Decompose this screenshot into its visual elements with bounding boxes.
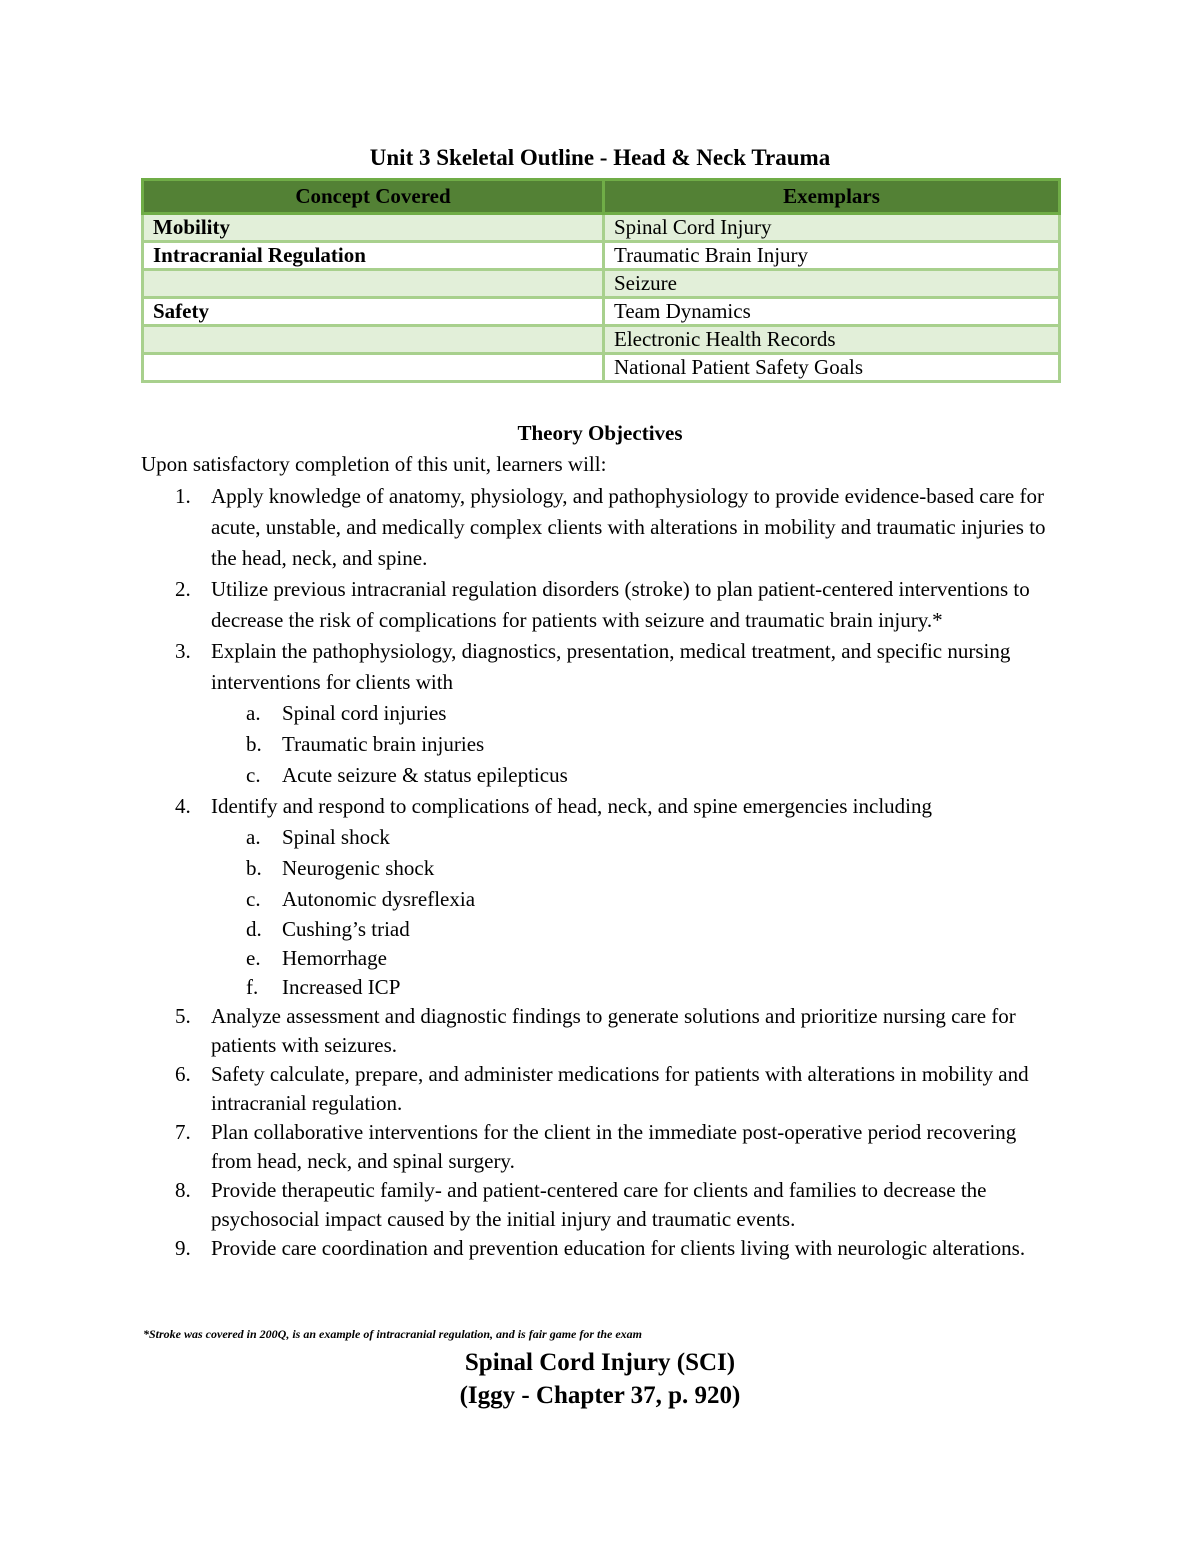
- objective-item: [141, 1060, 1061, 1118]
- sub-item-letter: c.: [246, 887, 261, 911]
- concept-cell: [143, 270, 604, 298]
- objectives-list: [141, 481, 1061, 1263]
- table-row: [143, 270, 1060, 298]
- exemplar-cell: Spinal Cord Injury: [604, 214, 1060, 242]
- sub-item: [141, 884, 1061, 915]
- sub-item-letter: a.: [246, 701, 261, 725]
- sub-item-text: Hemorrhage: [282, 946, 387, 970]
- concept-cell: Mobility: [143, 214, 604, 242]
- sub-item-letter: c.: [246, 763, 261, 787]
- sub-item-text: Acute seizure & status epilepticus: [282, 763, 568, 787]
- sub-item: [141, 915, 1061, 944]
- objective-item: [141, 791, 1061, 822]
- objective-number: 3.: [175, 639, 191, 663]
- table-row: [143, 354, 1060, 382]
- objective-number: 4.: [175, 794, 191, 818]
- sub-item-letter: b.: [246, 856, 262, 880]
- sub-item-text: Traumatic brain injuries: [282, 732, 485, 756]
- concept-cell: Safety: [143, 298, 604, 326]
- page-title: Unit 3 Skeletal Outline - Head & Neck Trauma: [369, 145, 831, 170]
- sub-item: [141, 698, 1061, 729]
- sub-item: [141, 853, 1061, 884]
- objective-item: [141, 1118, 1061, 1176]
- sub-item-text: Autonomic dysreflexia: [282, 887, 476, 911]
- sub-item-letter: f.: [246, 975, 259, 999]
- exemplar-cell: Seizure: [604, 270, 1060, 298]
- table-row: [143, 326, 1060, 354]
- header-concept-covered: Concept Covered: [143, 180, 604, 214]
- objective-text: Plan collaborative interventions for the client in the immediate post-operative period recovering from head, neck, and spinal surgery.: [211, 1120, 1017, 1173]
- objective-text: Utilize previous intracranial regulation disorders (stroke) to plan patient-centered interventions to decrease the risk of complications for patients with seizure and traumatic brain injury.*: [211, 577, 1030, 632]
- objective-number: 5.: [175, 1004, 191, 1028]
- sub-item-letter: e.: [246, 946, 261, 970]
- objective-item: [141, 1002, 1061, 1060]
- objective-text: Identify and respond to complications of head, neck, and spine emergencies including: [211, 794, 932, 818]
- concept-cell: Intracranial Regulation: [143, 242, 604, 270]
- footnote: *Stroke was covered in 200Q, is an example of intracranial regulation, and is fair game for the exam: [143, 1327, 643, 1341]
- objective-number: 2.: [175, 577, 191, 601]
- objective-text: Provide therapeutic family- and patient-centered care for clients and families to decrease the psychosocial impact caused by the initial injury and traumatic events.: [211, 1178, 987, 1231]
- objective-item: [141, 636, 1061, 698]
- objective-number: 7.: [175, 1120, 191, 1144]
- sub-item-letter: a.: [246, 825, 261, 849]
- table-row: [143, 298, 1060, 326]
- objective-item: [141, 1176, 1061, 1234]
- objective-text: Provide care coordination and prevention education for clients living with neurologic alterations.: [211, 1236, 1026, 1260]
- header-exemplars: Exemplars: [604, 180, 1060, 214]
- objective-number: 1.: [175, 484, 191, 508]
- sub-item-letter: b.: [246, 732, 262, 756]
- table-header-row: [143, 180, 1060, 214]
- objective-text: Analyze assessment and diagnostic findings to generate solutions and prioritize nursing care for patients with seizures.: [211, 1004, 1016, 1057]
- objectives-intro: Upon satisfactory completion of this unit, learners will:: [141, 452, 607, 476]
- objective-text: Safety calculate, prepare, and administer medications for patients with alterations in mobility and intracranial regulation.: [211, 1062, 1029, 1115]
- sub-item: [141, 822, 1061, 853]
- table-row: [143, 214, 1060, 242]
- concept-cell: [143, 354, 604, 382]
- objective-text: Apply knowledge of anatomy, physiology, and pathophysiology to provide evidence-based care for acute, unstable, and medically complex clients with alterations in mobility and traumatic injuries to the head, neck, and spine.: [211, 484, 1046, 570]
- objective-item: [141, 574, 1061, 636]
- theory-objectives-heading: Theory Objectives: [517, 421, 683, 445]
- objective-number: 9.: [175, 1236, 191, 1260]
- sub-item: [141, 760, 1061, 791]
- table-row: [143, 242, 1060, 270]
- sub-item-text: Cushing’s triad: [282, 917, 410, 941]
- sub-item-text: Spinal shock: [282, 825, 390, 849]
- objective-number: 6.: [175, 1062, 191, 1086]
- concept-cell: [143, 326, 604, 354]
- section-reference: (Iggy - Chapter 37, p. 920): [459, 1382, 741, 1409]
- objective-number: 8.: [175, 1178, 191, 1202]
- concept-table: [141, 178, 1061, 383]
- objective-item: [141, 1234, 1061, 1263]
- sub-item: [141, 729, 1061, 760]
- sub-item-text: Neurogenic shock: [282, 856, 435, 880]
- exemplar-cell: National Patient Safety Goals: [604, 354, 1060, 382]
- sub-item-text: Increased ICP: [282, 975, 401, 999]
- sub-item: [141, 973, 1061, 1002]
- exemplar-cell: Traumatic Brain Injury: [604, 242, 1060, 270]
- exemplar-cell: Electronic Health Records: [604, 326, 1060, 354]
- sub-item-letter: d.: [246, 917, 262, 941]
- sub-item: [141, 944, 1061, 973]
- objective-text: Explain the pathophysiology, diagnostics, presentation, medical treatment, and specific nursing interventions for clients with: [211, 639, 1011, 694]
- exemplar-cell: Team Dynamics: [604, 298, 1060, 326]
- sub-item-text: Spinal cord injuries: [282, 701, 447, 725]
- section-title-sci: Spinal Cord Injury (SCI): [464, 1349, 736, 1376]
- objective-item: [141, 481, 1061, 574]
